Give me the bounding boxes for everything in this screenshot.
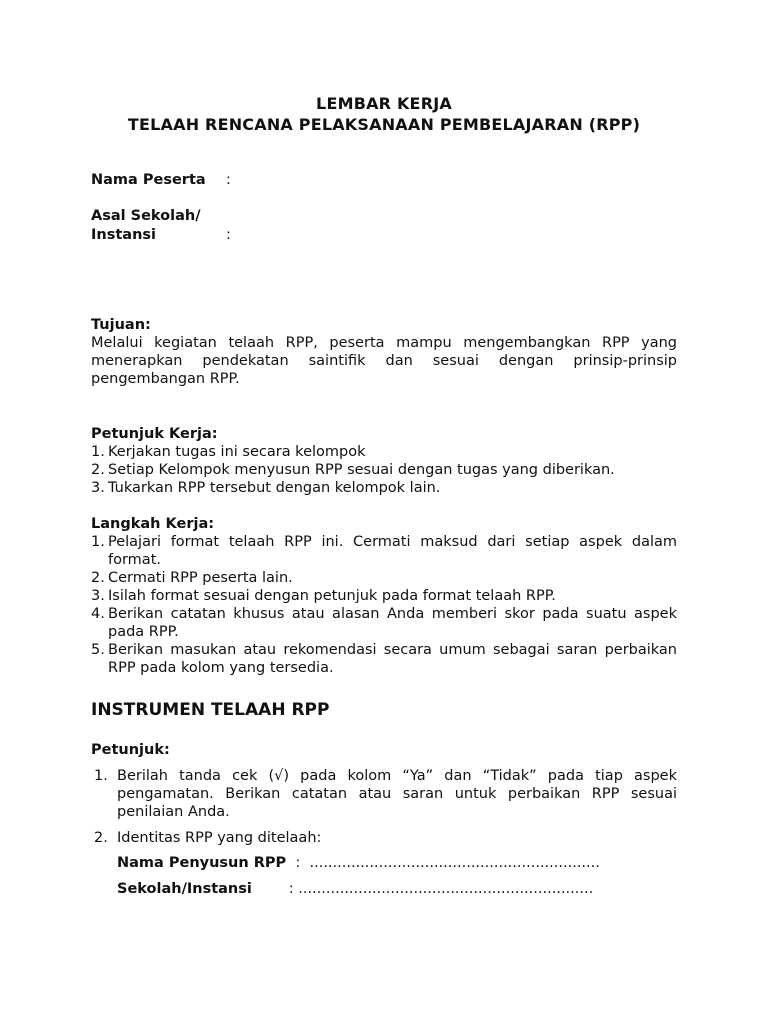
list-item-text: Pelajari format telaah RPP ini. Cermati maksud dari setiap aspek dalam format. [108, 534, 677, 568]
tujuan-section [91, 316, 677, 388]
langkah-kerja-section [91, 515, 677, 677]
page-title: LEMBAR KERJA [316, 94, 452, 113]
list-item [91, 767, 677, 821]
list-item-text: Kerjakan tugas ini secara kelompok [108, 444, 366, 460]
instansi-label: Instansi [91, 227, 156, 243]
sekolah-row [117, 881, 593, 897]
list-number: 3. [91, 480, 105, 496]
instrumen-petunjuk-heading: Petunjuk: [91, 742, 170, 758]
list-item [91, 587, 677, 605]
langkah-kerja-list [91, 533, 677, 677]
list-item-text: Isilah format sesuai dengan petunjuk pada format telaah RPP. [108, 588, 556, 604]
list-number: 5. [91, 642, 105, 658]
list-number: 2. [94, 830, 108, 846]
nama-penyusun-row [117, 855, 600, 871]
list-number: 4. [91, 606, 105, 622]
asal-sekolah-label: Asal Sekolah/ [91, 208, 201, 224]
list-number: 2. [91, 462, 105, 478]
list-item [91, 461, 677, 479]
list-number: 1. [91, 534, 105, 550]
instrumen-heading: INSTRUMEN TELAAH RPP [91, 700, 330, 720]
nama-peserta-colon: : [226, 172, 231, 188]
nama-peserta-label: Nama Peserta [91, 172, 206, 188]
sekolah-value: : ................................................................ [251, 881, 594, 897]
petunjuk-kerja-section [91, 425, 677, 497]
instrumen-petunjuk-section [91, 741, 677, 759]
nama-penyusun-value: : ............................................................... [286, 855, 600, 871]
sekolah-label: Sekolah/Instansi [117, 881, 252, 897]
list-item [91, 479, 677, 497]
list-item-text: Cermati RPP peserta lain. [108, 570, 293, 586]
list-item [91, 569, 677, 587]
petunjuk-kerja-heading: Petunjuk Kerja: [91, 426, 218, 442]
nama-penyusun-label: Nama Penyusun RPP [117, 855, 287, 871]
list-item [91, 641, 677, 677]
list-item-text: Identitas RPP yang ditelaah: [117, 830, 322, 846]
instrumen-petunjuk-list-wrap [91, 767, 677, 847]
list-item-text: Tukarkan RPP tersebut dengan kelompok lain. [108, 480, 441, 496]
tujuan-heading: Tujuan: [91, 317, 151, 333]
instansi-colon: : [226, 227, 231, 243]
page-subtitle: TELAAH RENCANA PELAKSANAAN PEMBELAJARAN (RPP) [127, 115, 641, 134]
tujuan-text: Melalui kegiatan telaah RPP, peserta mampu mengembangkan RPP yang menerapkan pendekatan saintifik dan sesuai dengan prinsip-prinsip pengembangan RPP. [91, 335, 677, 387]
list-item-text: Berikan masukan atau rekomendasi secara umum sebagai saran perbaikan RPP pada kolom yang tersedia. [108, 642, 677, 676]
list-number: 1. [94, 768, 108, 784]
list-item [91, 605, 677, 641]
list-number: 1. [91, 444, 105, 460]
list-item-text: Berilah tanda cek (√) pada kolom “Ya” dan “Tidak” pada tiap aspek pengamatan. Berikan catatan atau saran untuk perbaikan RPP sesuai penilaian Anda. [117, 768, 677, 820]
list-item [91, 533, 677, 569]
petunjuk-kerja-list [91, 443, 677, 497]
list-item-text: Setiap Kelompok menyusun RPP sesuai dengan tugas yang diberikan. [108, 462, 615, 478]
list-number: 3. [91, 588, 105, 604]
list-number: 2. [91, 570, 105, 586]
list-item [91, 829, 677, 847]
langkah-kerja-heading: Langkah Kerja: [91, 516, 215, 532]
list-item [91, 443, 677, 461]
list-item-text: Berikan catatan khusus atau alasan Anda memberi skor pada suatu aspek pada RPP. [108, 606, 677, 640]
instrumen-petunjuk-list [91, 767, 677, 847]
